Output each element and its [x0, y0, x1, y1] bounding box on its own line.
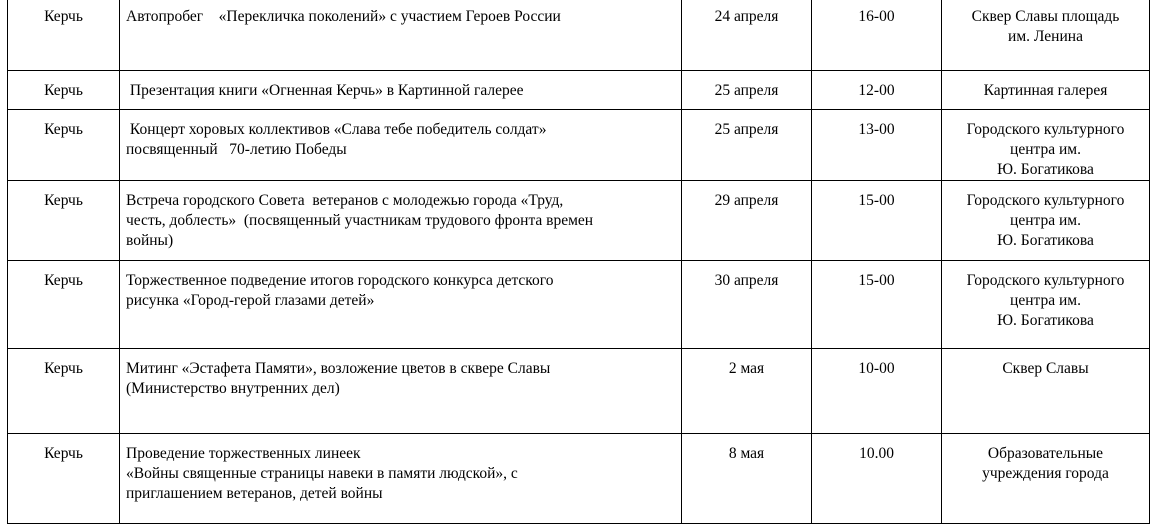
table-row — [8, 71, 1150, 110]
events-table-body — [8, 0, 1150, 524]
city-cell: Керчь — [8, 434, 120, 524]
event-place-cell — [942, 110, 1150, 181]
event-description-cell — [120, 261, 682, 349]
event-date-cell: 2 мая — [682, 349, 812, 434]
city-cell: Керчь — [8, 261, 120, 349]
event-description-line: «Войны священные страницы навеки в памяти людской», с — [126, 465, 518, 482]
table-row — [8, 434, 1150, 524]
table-row — [8, 110, 1150, 181]
event-description-line: Презентация книги «Огненная Керчь» в Картинной галерее — [126, 82, 524, 99]
city-cell: Керчь — [8, 71, 120, 110]
event-description-line: Автопробег «Перекличка поколений» с участием Героев России — [126, 8, 561, 25]
event-date-cell: 8 мая — [682, 434, 812, 524]
event-place-cell — [942, 434, 1150, 524]
event-description-line: Проведение торжественных линеек — [126, 445, 361, 462]
event-description-line: Концерт хоровых коллективов «Слава тебе победитель солдат» — [126, 121, 547, 138]
event-description-cell — [120, 0, 682, 71]
event-time-cell: 13-00 — [812, 110, 942, 181]
event-place-line: Ю. Богатикова — [997, 312, 1094, 329]
event-description-line: честь, доблесть» (посвященный участникам трудового фронта времен — [126, 212, 594, 229]
event-place-line: Городского культурного — [966, 272, 1125, 289]
event-place-cell — [942, 261, 1150, 349]
events-table — [7, 0, 1150, 524]
event-place-cell — [942, 349, 1150, 434]
event-date-cell: 29 апреля — [682, 181, 812, 261]
table-row — [8, 181, 1150, 261]
event-date-cell: 24 апреля — [682, 0, 812, 71]
event-description-line: рисунка «Город-герой глазами детей» — [126, 292, 375, 309]
event-time-cell: 16-00 — [812, 0, 942, 71]
event-description-cell — [120, 110, 682, 181]
city-cell: Керчь — [8, 181, 120, 261]
event-date-cell: 25 апреля — [682, 110, 812, 181]
event-description-line: приглашением ветеранов, детей войны — [126, 485, 383, 502]
city-cell: Керчь — [8, 349, 120, 434]
event-time-cell: 15-00 — [812, 181, 942, 261]
event-description-cell — [120, 71, 682, 110]
event-date-cell: 25 апреля — [682, 71, 812, 110]
event-place-line: учреждения города — [982, 465, 1109, 482]
event-date-cell: 30 апреля — [682, 261, 812, 349]
event-description-line: Встреча городского Совета ветеранов с молодежью города «Труд, — [126, 192, 564, 209]
event-place-line: центра им. — [1010, 141, 1081, 158]
table-row — [8, 261, 1150, 349]
city-cell: Керчь — [8, 110, 120, 181]
event-place-cell — [942, 0, 1150, 71]
event-place-line: им. Ленина — [1008, 28, 1083, 45]
event-description-cell — [120, 434, 682, 524]
event-place-line: Сквер Славы площадь — [971, 8, 1120, 25]
event-place-line: Картинная галерея — [983, 82, 1108, 99]
event-description-line: Торжественное подведение итогов городского конкурса детского — [126, 272, 554, 289]
event-description-cell — [120, 349, 682, 434]
event-time-cell: 15-00 — [812, 261, 942, 349]
event-description-line: (Министерство внутренних дел) — [126, 380, 340, 397]
event-time-cell: 10.00 — [812, 434, 942, 524]
event-place-line: центра им. — [1010, 292, 1081, 309]
table-row — [8, 0, 1150, 71]
event-place-line: Ю. Богатикова — [997, 161, 1094, 178]
event-description-line: Митинг «Эстафета Памяти», возложение цветов в сквере Славы — [126, 360, 551, 377]
event-place-cell — [942, 181, 1150, 261]
event-place-line: Сквер Славы — [1002, 360, 1089, 377]
event-description-line: посвященный 70-летию Победы — [126, 141, 347, 158]
event-place-cell — [942, 71, 1150, 110]
event-place-line: Городского культурного — [966, 192, 1125, 209]
event-description-cell — [120, 181, 682, 261]
table-row — [8, 349, 1150, 434]
event-place-line: Городского культурного — [966, 121, 1125, 138]
event-description-line: войны) — [126, 232, 174, 249]
event-place-line: Образовательные — [987, 445, 1104, 462]
event-place-line: Ю. Богатикова — [997, 232, 1094, 249]
event-time-cell: 12-00 — [812, 71, 942, 110]
event-place-line: центра им. — [1010, 212, 1081, 229]
city-cell: Керчь — [8, 0, 120, 71]
event-time-cell: 10-00 — [812, 349, 942, 434]
